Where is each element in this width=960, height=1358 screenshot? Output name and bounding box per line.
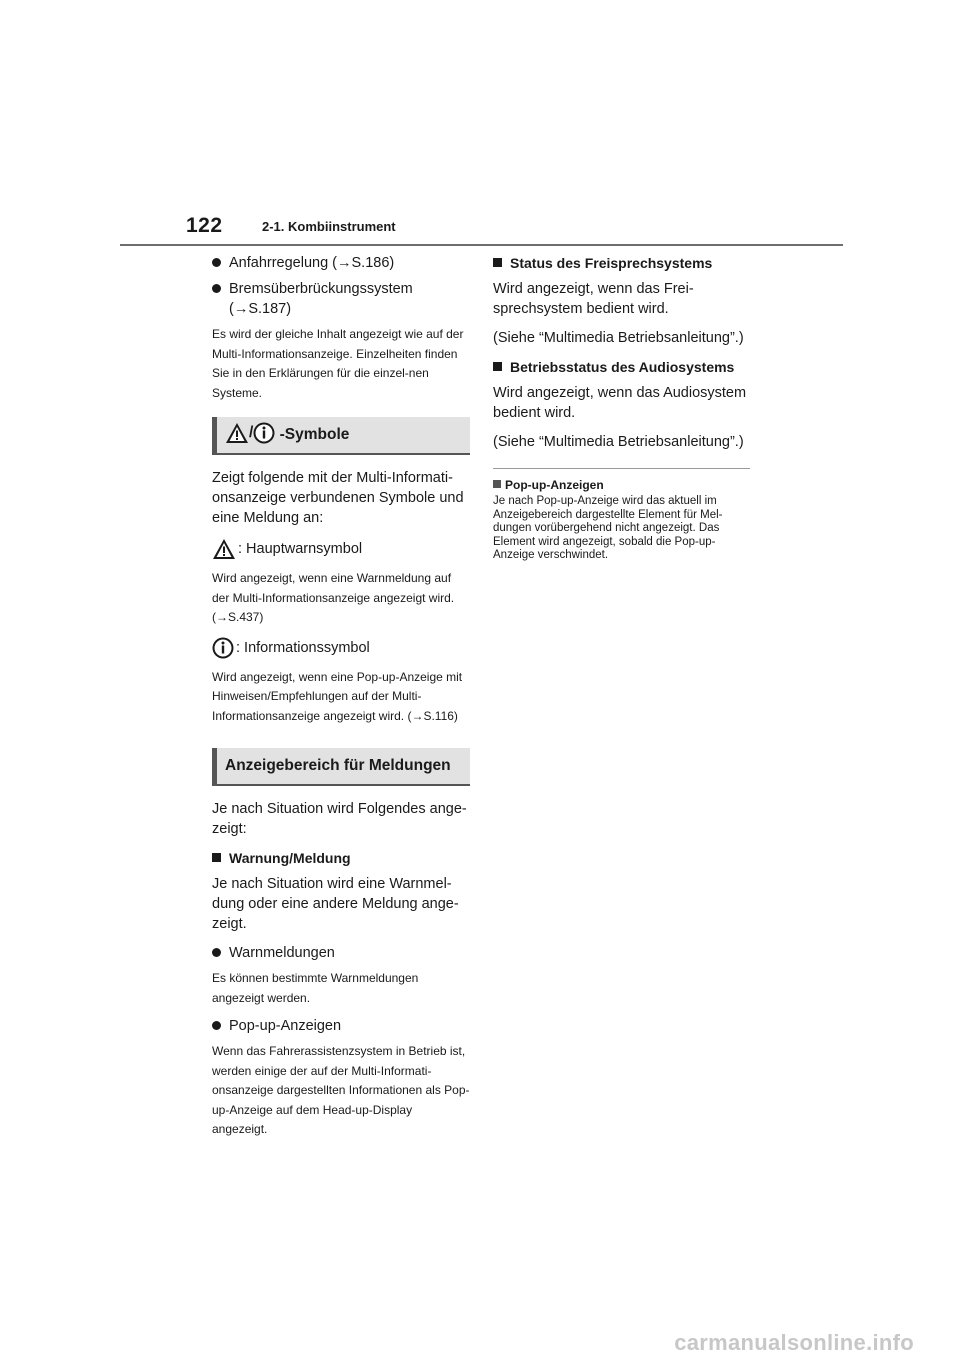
note-paragraph: Es wird der gleiche Inhalt angezeigt wie auf der Multi-Informationsanzeige. Einzelheiten finden Sie in den Erklärungen für die einzel-nen Systeme. — [212, 327, 464, 400]
messages-heading — [212, 748, 470, 786]
bullet-item — [212, 253, 470, 273]
note-heading-text: Pop-up-Anzeigen — [505, 478, 604, 492]
left-column — [212, 253, 470, 1148]
popup-note: Wenn das Fahrerassistenzsystem in Betrieb ist, werden einige der auf der Multi-Informati-onsanzeige dargestellten Informationen als Pop-up-Anzeige auf dem Head-up-Display angezeigt. — [212, 1044, 470, 1136]
info-label: : Informationssymbol — [236, 639, 370, 656]
square-bullet-icon — [493, 258, 502, 267]
note-heading — [493, 477, 750, 493]
bullet-dot-icon — [212, 258, 221, 267]
square-bullet-icon — [493, 362, 502, 371]
bullet-text: Bremsüberbrückungssystem (→S.187) — [229, 281, 413, 317]
bullet-text: Anfahrregelung (→S.186) — [229, 255, 395, 271]
bullet-text: Pop-up-Anzeigen — [229, 1018, 342, 1034]
bullet-item — [212, 943, 470, 963]
heading-text: Anzeigebereich für Meldungen — [225, 757, 451, 774]
watermark: carmanualsonline.info — [674, 1330, 914, 1355]
info-description: Wird angezeigt, wenn eine Pop-up-Anzeige mit Hinweisen/Empfehlungen auf der Multi-Informationsanzeige angezeigt wird. (→S.116) — [212, 669, 463, 723]
bullet-text: Warnmeldungen — [229, 945, 335, 961]
bullet-dot-icon — [212, 948, 221, 957]
warning-triangle-icon — [225, 422, 249, 444]
bullet-dot-icon — [212, 284, 221, 293]
freisprech-reference: (Siehe “Multimedia Betriebsanleitung”.) — [493, 330, 744, 346]
info-circle-icon — [212, 637, 234, 659]
subheading-text: Status des Freisprechsystems — [510, 255, 713, 271]
page-number: 122 — [186, 214, 223, 237]
symbols-heading — [212, 417, 470, 455]
note-divider — [493, 468, 750, 469]
warnung-paragraph: Je nach Situation wird eine Warnmel-dung oder eine andere Meldung ange-zeigt. — [212, 876, 459, 932]
warning-triangle-icon — [212, 538, 236, 560]
heading-text: -Symbole — [279, 426, 350, 443]
square-bullet-icon — [212, 853, 221, 862]
audio-reference: (Siehe “Multimedia Betriebsanleitung”.) — [493, 434, 744, 450]
warn-description: Wird angezeigt, wenn eine Warnmeldung auf der Multi-Informationsanzeige angezeigt wird. (→S.437) — [212, 571, 455, 624]
subheading-text: Betriebsstatus des Audiosystems — [510, 359, 735, 375]
messages-intro: Je nach Situation wird Folgendes ange-zeigt: — [212, 801, 467, 837]
warn-label: : Hauptwarnsymbol — [238, 541, 363, 557]
bullet-item — [212, 279, 470, 319]
page-header — [0, 0, 960, 250]
heading-icons — [225, 415, 275, 451]
warnmeldungen-note: Es können bestimmte Warnmeldungen angezeigt werden. — [212, 971, 419, 1005]
subheading-warnung — [212, 848, 470, 868]
subheading-text: Warnung/Meldung — [229, 850, 351, 866]
subheading-freisprech — [493, 253, 750, 273]
square-bullet-icon — [493, 480, 501, 488]
subheading-audio — [493, 357, 750, 377]
heading-separator: / — [249, 424, 254, 442]
freisprech-paragraph: Wird angezeigt, wenn das Frei-sprechsystem bedient wird. — [493, 281, 694, 317]
page-footer — [0, 1330, 960, 1358]
note-paragraph: Je nach Pop-up-Anzeige wird das aktuell im Anzeigebereich dargestellte Element für Mel-dungen vorübergehend nicht angezeigt. Das Element wird angezeigt, sobald die Pop-up-Anzeige verschwindet. — [493, 495, 723, 561]
section-title: 2-1. Kombiinstrument — [262, 219, 396, 234]
header-divider — [120, 244, 843, 246]
warn-symbol-row — [212, 537, 470, 561]
info-circle-icon — [253, 422, 275, 444]
bullet-item — [212, 1016, 470, 1036]
bullet-dot-icon — [212, 1021, 221, 1030]
audio-paragraph: Wird angezeigt, wenn das Audiosystem bedient wird. — [493, 385, 747, 421]
info-symbol-row — [212, 636, 470, 660]
right-column — [493, 253, 750, 563]
symbols-intro: Zeigt folgende mit der Multi-Informati-onsanzeige verbundenen Symbole und eine Meldung an: — [212, 470, 464, 526]
